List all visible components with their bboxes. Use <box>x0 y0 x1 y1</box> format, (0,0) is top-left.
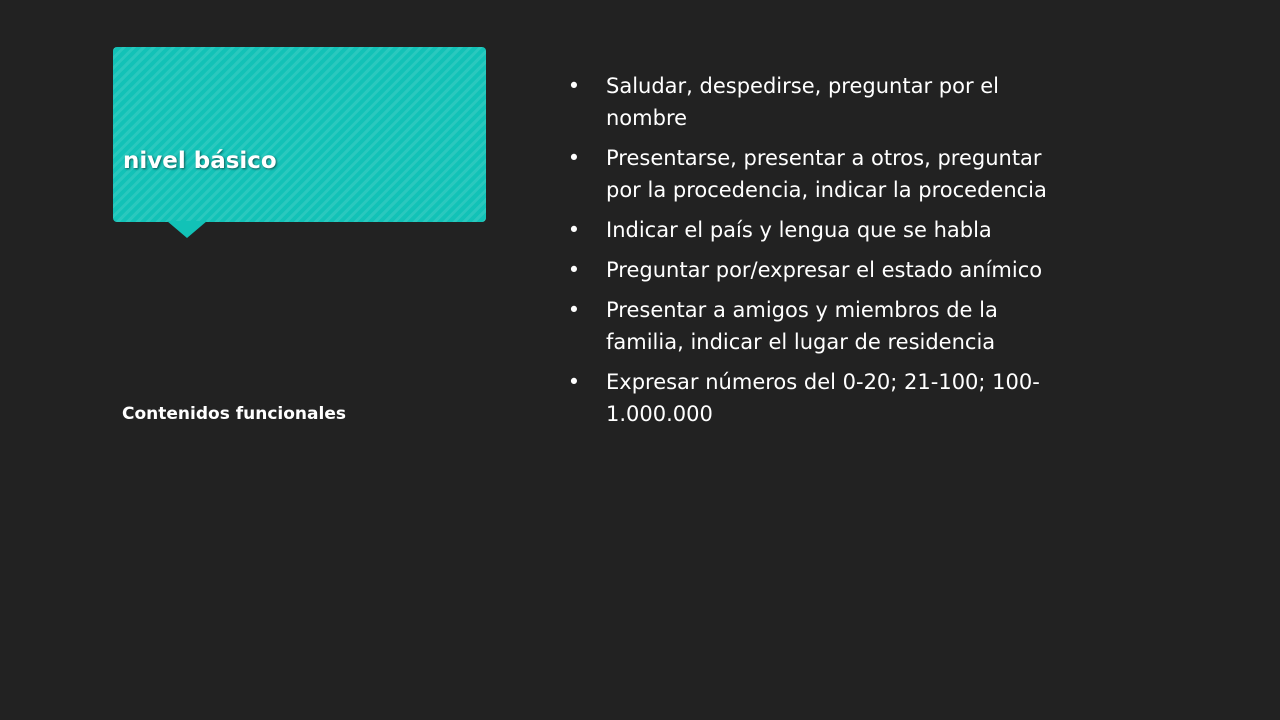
bullet-text: Presentar a amigos y miembros de la familia, indicar el lugar de residencia <box>606 298 998 354</box>
bullet-text: Indicar el país y lengua que se habla <box>606 218 992 242</box>
bullet-item <box>567 142 1047 206</box>
bullet-item <box>567 254 1047 286</box>
bullet-item <box>567 214 1047 246</box>
bullet-dot-icon: • <box>567 258 581 282</box>
bullet-item <box>567 366 1047 430</box>
slide-subtitle: Contenidos funcionales <box>122 404 346 424</box>
bullet-text: Preguntar por/expresar el estado anímico <box>606 258 1043 282</box>
title-callout-box <box>113 47 486 222</box>
bullet-text: Saludar, despedirse, preguntar por el nombre <box>606 74 1000 130</box>
bullet-text: Presentarse, presentar a otros, preguntar por la procedencia, indicar la procedencia <box>606 146 1047 202</box>
bullet-item <box>567 70 1047 134</box>
bullet-list <box>567 70 1047 438</box>
slide-title: nivel básico <box>123 148 277 174</box>
bullet-dot-icon: • <box>567 146 581 170</box>
bullet-text: Expresar números del 0-20; 21-100; 100-1.000.000 <box>606 370 1040 426</box>
callout-pointer <box>167 221 207 238</box>
bullet-item <box>567 294 1047 358</box>
bullet-dot-icon: • <box>567 218 581 242</box>
bullet-dot-icon: • <box>567 298 581 322</box>
bullet-dot-icon: • <box>567 74 581 98</box>
bullet-dot-icon: • <box>567 370 581 394</box>
